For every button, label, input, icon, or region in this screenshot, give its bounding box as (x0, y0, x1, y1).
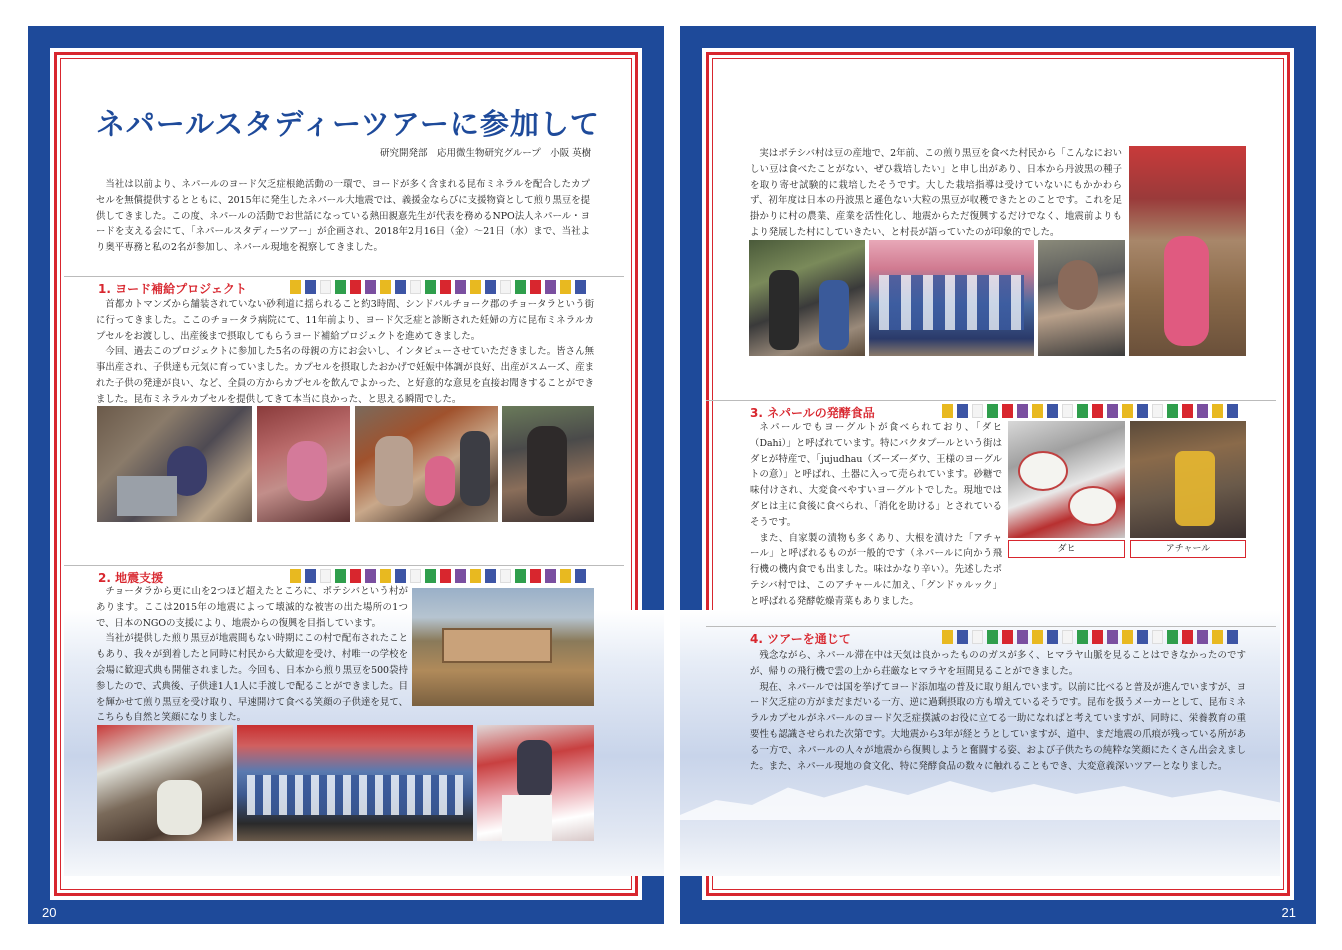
photo-detail (1058, 260, 1098, 310)
prayer-flag (1137, 630, 1148, 644)
photo-hospital-visit (502, 406, 594, 522)
prayer-flag (972, 630, 983, 644)
prayer-flag (320, 280, 331, 294)
prayer-flag (972, 404, 983, 418)
photo-child-eating-beans (1038, 240, 1125, 356)
prayer-flag (1047, 630, 1058, 644)
section-4-paragraph: 残念ながら、ネパール滞在中は天気は良かったもののガスが多く、ヒマラヤ山脈を見ることはできなかったのですが、帰りの飛行機で雲の上から荘厳なヒマラヤを垣間見ることができました。 (750, 650, 1246, 677)
prayer-flag (1032, 630, 1043, 644)
prayer-flag (380, 280, 391, 294)
prayer-flag (1197, 404, 1208, 418)
prayer-flag (515, 280, 526, 294)
section-3-heading (746, 400, 1276, 420)
prayer-flag (380, 569, 391, 583)
section-2-paragraph: チョータラから更に山を2つほど超えたところに、ポテシバという村があります。ここは2015年の地震によって壊滅的な被害の出た場所の1つで、日本のNGOの支援により、地震からの復興を目指しています。 (96, 586, 408, 629)
prayer-flag (335, 569, 346, 583)
section-divider (64, 565, 624, 566)
photo-detail (247, 775, 463, 815)
prayer-flag (1032, 404, 1043, 418)
photo-detail (1018, 451, 1068, 491)
section-4-body (750, 648, 1246, 774)
section-3-paragraph: ネパールでもヨーグルトが食べられており、「ダヒ（Dahi）」と呼ばれています。特にバクタプールという街はダヒが特産で、「jujudhau（ズーズーダウ、王様のヨーグルトの意）」と呼ばれ、土器に入って売られています。砂糖で味付けされ、大変食べやすいヨーグルトでした。現地ではダヒは主に食後に食べられ、「消化を助ける」とされているそうです。 (750, 422, 1002, 528)
prayer-flag (1167, 404, 1178, 418)
prayer-flag (987, 404, 998, 418)
section-divider (64, 276, 624, 277)
photo-school-children (237, 725, 473, 841)
prayer-flag (1017, 404, 1028, 418)
prayer-flag (305, 280, 316, 294)
photo-speaker-podium (477, 725, 594, 841)
photo-group-with-baby (355, 406, 498, 522)
section-2-paragraph: 当社が提供した煎り黒豆が地震間もない時期にこの村で配布されたこともあり、我々が到着したと同時に村民から大歓迎を受け、村唯一の学校を会場に歓迎式典も開催されました。今回も、日本から煎り黒豆を500袋持参したので、式典後、子供達1人1人に手渡しで配ることができました。目を輝かせて煎り黒豆を受け取り、早速開けて食べる笑顔の子供達を見て、こちらも自然と笑顔になりました。 (96, 633, 408, 724)
article-author: 研究開発部 応用微生物研究グループ 小阪 英樹 (380, 148, 592, 159)
prayer-flag (1107, 404, 1118, 418)
prayer-flag (470, 569, 481, 583)
prayer-flag (395, 280, 406, 294)
prayer-flag (1227, 404, 1238, 418)
photo-detail (375, 436, 413, 506)
section-3-body (750, 420, 1002, 610)
section-2-title: 2. 地震支援 (98, 571, 164, 585)
prayer-flags-1 (290, 280, 586, 294)
prayer-flag (305, 569, 316, 583)
section-2-body (96, 584, 408, 726)
prayer-flag (500, 280, 511, 294)
section-1-paragraph: 今回、過去このプロジェクトに参加した5名の母親の方にお会いし、インタビューさせていただきました。皆さん無事出産され、子供達も元気に育っていました。カプセルを摂取したおかげで妊娠中体調が良好、出産がスムーズ、産まれた子供の発達が良い、など、全員の方からカプセルを飲んでよかった、と好意的な意見を直接お聞きすることができました。昆布ミネラルカプセルを提供してきて本当に良かった、と思える瞬間でした。 (96, 346, 594, 405)
article-title: ネパールスタディーツアーに参加して (96, 107, 600, 141)
page-number-right: 21 (1281, 905, 1296, 920)
prayer-flag (320, 569, 331, 583)
prayer-flag (1167, 630, 1178, 644)
prayer-flag (350, 569, 361, 583)
photo-detail (1164, 236, 1209, 346)
prayer-flag (1092, 404, 1103, 418)
section-1-body (96, 297, 594, 408)
photo-detail (502, 795, 552, 841)
prayer-flag (1182, 630, 1193, 644)
prayer-flag (1227, 630, 1238, 644)
prayer-flag (1002, 404, 1013, 418)
prayer-flag (1212, 630, 1223, 644)
section-1-heading (94, 276, 624, 296)
prayer-flag (1152, 630, 1163, 644)
prayer-flag (1077, 404, 1088, 418)
photo-welcome-ceremony-guests (97, 725, 233, 841)
prayer-flag (1002, 630, 1013, 644)
photo-detail (517, 740, 552, 800)
prayer-flag (560, 569, 571, 583)
prayer-flag (942, 404, 953, 418)
prayer-flag (365, 280, 376, 294)
prayer-flags-3 (942, 404, 1238, 418)
intro-paragraph (96, 177, 590, 256)
prayer-flag (545, 280, 556, 294)
prayer-flag (1212, 404, 1223, 418)
prayer-flag (560, 280, 571, 294)
prayer-flag (410, 569, 421, 583)
prayer-flag (1152, 404, 1163, 418)
intro-text: 当社は以前より、ネパールのヨード欠乏症根絶活動の一環で、ヨードが多く含まれる昆布ミネラルを配合したカプセルを無償提供するとともに、2015年に発生したネパール大地震では、義援金ならびに支援物資として煎り黒豆を提供してきました。この度、ネパールの活動でお世話になっている熱田親憙先生が代表を務めるNPO法人ネパール・ヨードを支える会にて、「ネパールスタディーツアー」が企画され、2018年2月16日（金）～21日（水）まで、当社より奥平専務と私の2名が参加し、ネパール現地を視察してきました。 (96, 179, 590, 254)
prayer-flag (485, 280, 496, 294)
caption-dahi: ダヒ (1008, 540, 1125, 558)
section-3-title: 3. ネパールの発酵食品 (750, 406, 875, 420)
prayer-flag (957, 404, 968, 418)
section-2-heading (94, 565, 624, 585)
section-4-title: 4. ツアーを通じて (750, 632, 851, 646)
prayer-flag (1197, 630, 1208, 644)
caption-achar: アチャール (1130, 540, 1246, 558)
prayer-flag (1137, 404, 1148, 418)
section-4-heading (746, 626, 1276, 646)
prayer-flag (530, 280, 541, 294)
prayer-flag (365, 569, 376, 583)
prayer-flag (500, 569, 511, 583)
prayer-flag (1122, 404, 1133, 418)
photo-detail (460, 431, 490, 506)
prayer-flag (1107, 630, 1118, 644)
page-number-left: 20 (42, 905, 57, 920)
photo-detail (1175, 451, 1215, 526)
photo-detail (425, 456, 455, 506)
section-3-paragraph: また、自家製の漬物も多くあり、大根を漬けた「アチャール」と呼ばれるものが一般的です（ネパールに向かう飛行機の機内食でも出ました。味はかなり辛い）。先述したポテシバ村では、このアチャールに加え、「グンドゥルック」と呼ばれる発酵乾燥青菜もありました。 (750, 532, 1002, 607)
prayer-flag (515, 569, 526, 583)
photo-children-with-beans (869, 240, 1034, 356)
prayer-flag (987, 630, 998, 644)
prayer-flag (530, 569, 541, 583)
section-divider (706, 626, 1276, 627)
prayer-flag (425, 280, 436, 294)
photo-mother-child (257, 406, 350, 522)
photo-detail (287, 441, 327, 501)
section-1-paragraph: 首都カトマンズから舗装されていない砂利道に揺られること約3時間、シンドパルチョーク郡のチョータラという街に行ってきました。ここのチョータラ病院にて、11年前より、ヨード欠乏症と診断された妊婦の方に昆布ミネラルカプセルをお渡しし、出産後まで摂取してもらうヨード補給プロジェクトを進めてきました。 (96, 299, 594, 342)
prayer-flag (440, 280, 451, 294)
section-2-continued-text: 実はポテシバ村は豆の産地で、2年前、この煎り黒豆を食べた村民から「こんなにおいしい豆は食べたことがない、ぜひ栽培したい」と申し出があり、日本から丹波黒の種子を取り寄せ試験的に栽培したそうです。大した栽培指導は受けていないにもかかわらず、初年度は日本の丹波黒と遜色ない大粒の黒豆が収穫できたとのことです。これを足掛かりに村の農業、産業を活性化し、地震からただ復興するだけでなく、地震前よりもより発展した村にしていきたい、と村長が語っていたのが印象的でした。 (750, 148, 1122, 238)
prayer-flag (942, 630, 953, 644)
photo-village-girl (1129, 146, 1246, 356)
photo-detail (879, 275, 1024, 330)
prayer-flag (410, 280, 421, 294)
photo-reconstruction-site (412, 588, 594, 706)
prayer-flag (395, 569, 406, 583)
prayer-flag (485, 569, 496, 583)
prayer-flag (470, 280, 481, 294)
prayer-flag (575, 280, 586, 294)
prayer-flag (440, 569, 451, 583)
prayer-flag (1047, 404, 1058, 418)
prayer-flag (290, 280, 301, 294)
prayer-flag (455, 280, 466, 294)
prayer-flag (425, 569, 436, 583)
photo-detail (442, 628, 552, 663)
photo-detail (819, 280, 849, 350)
photo-beans-handover (749, 240, 865, 356)
photo-detail (1068, 486, 1118, 526)
section-1-title: 1. ヨード補給プロジェクト (98, 282, 247, 296)
photo-detail (769, 270, 799, 350)
prayer-flag (455, 569, 466, 583)
prayer-flag (1062, 630, 1073, 644)
prayer-flag (1182, 404, 1193, 418)
prayer-flag (335, 280, 346, 294)
prayer-flag (1077, 630, 1088, 644)
prayer-flag (1062, 404, 1073, 418)
section-2-continued (750, 146, 1122, 241)
prayer-flags-4 (942, 630, 1238, 644)
section-divider (706, 400, 1276, 401)
photo-dahi-yogurt (1008, 421, 1125, 538)
photo-detail (157, 780, 202, 835)
photo-mothers-interview (97, 406, 252, 522)
section-4-paragraph: 現在、ネパールでは国を挙げてヨード添加塩の普及に取り組んでいます。以前に比べると普及が進んでいますが、ヨード欠乏症の方がまだまだいる一方、逆に過剰摂取の方も増えているそうです。昆布を扱うメーカーとして、昆布ミネラルカプセルがネパールのヨード欠乏症撲滅のお役に立てる一助になればと考えていますが、同時に、栄養教育の重要性も認識させられた次第です。大地震から3年が経とうとしていますが、道中、まだ地震の爪痕が残っている所がある一方で、ネパールの人々が地震から復興しようと奮闘する姿、および子供たちの純粋な笑顔にたくさん出会えました。また、ネパール現地の食文化、特に発酵食品の数々に触れることもでき、大変意義深いツアーとなりました。 (750, 681, 1246, 772)
prayer-flag (545, 569, 556, 583)
photo-detail (117, 476, 177, 516)
prayer-flag (1092, 630, 1103, 644)
prayer-flag (350, 280, 361, 294)
prayer-flag (1122, 630, 1133, 644)
prayer-flag (957, 630, 968, 644)
photo-achar-pickle (1130, 421, 1246, 538)
prayer-flag (1017, 630, 1028, 644)
prayer-flag (575, 569, 586, 583)
prayer-flag (290, 569, 301, 583)
prayer-flags-2 (290, 569, 586, 583)
photo-detail (527, 426, 567, 516)
